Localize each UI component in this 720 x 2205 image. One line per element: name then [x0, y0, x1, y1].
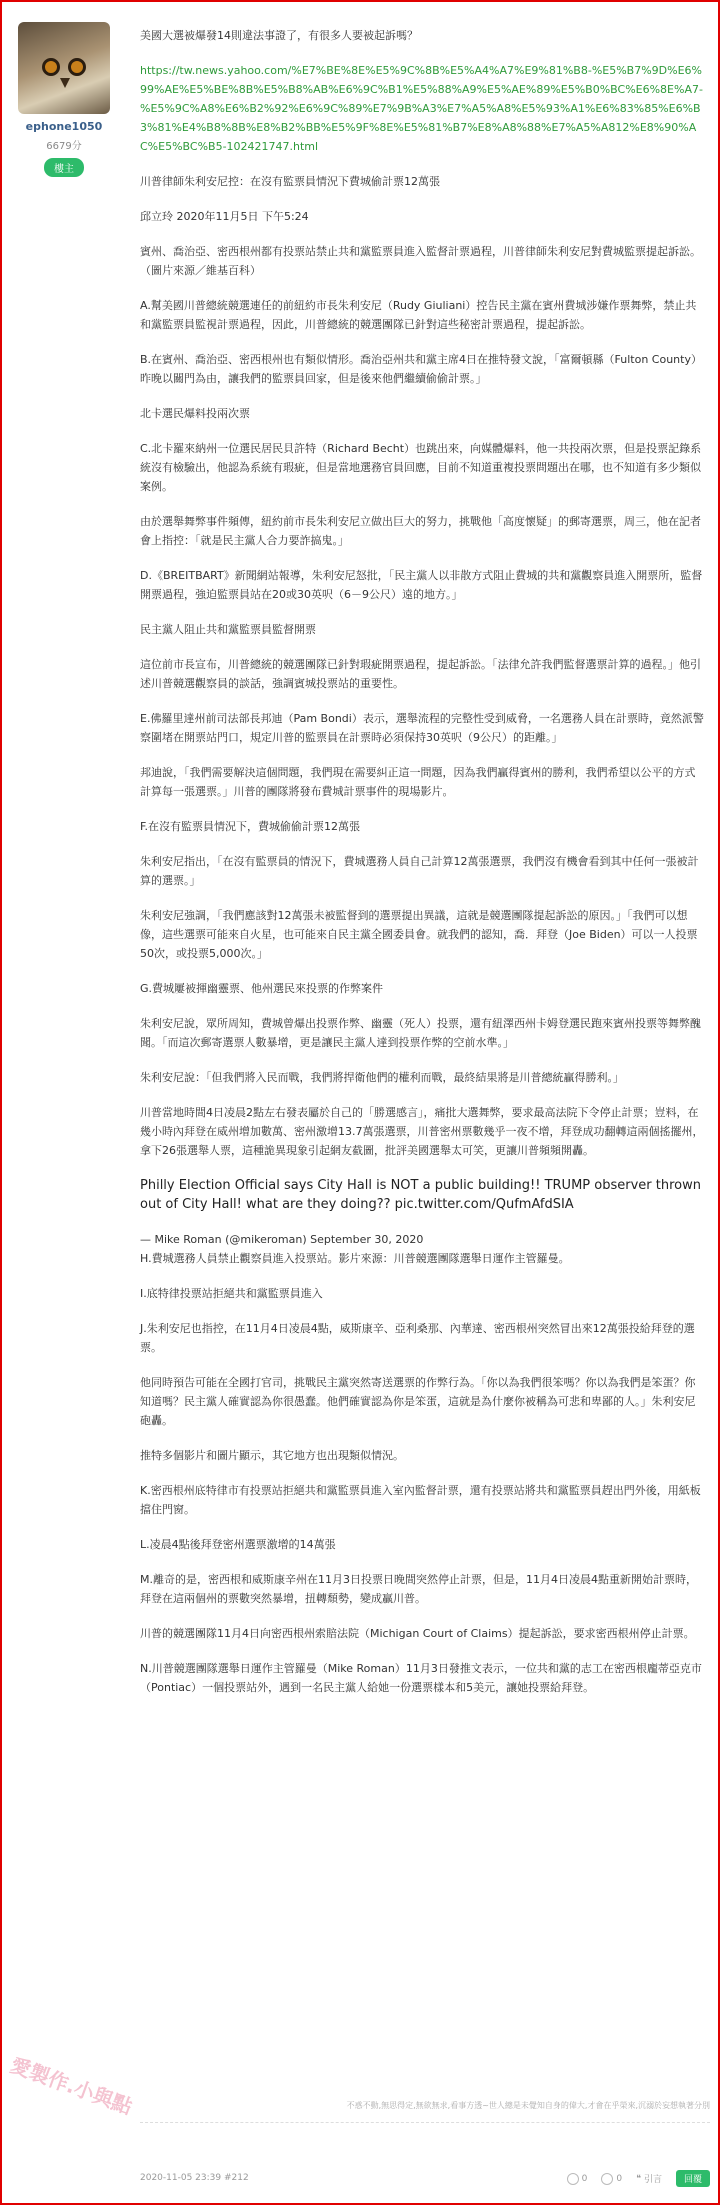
paragraph: E.佛羅里達州前司法部長邦迪（Pam Bondi）表示，選舉流程的完整性受到威脅，一名選務人員在計票時，竟然派警察圍堵在開票站門口，規定川普的監票員在計票時必須保持30英呎（9公尺）的距離。」: [140, 712, 704, 744]
paragraph: 邦迪說，「我們需要解決這個問題，我們現在需要糾正這一問題，因為我們贏得賓州的勝利，我們希望以公平的方式計算每一張選票。」川普的團隊將發布費城計票事件的現場影片。: [140, 766, 696, 798]
paragraph: 川普的競選團隊11月4日向密西根州索賠法院（Michigan Court of Claims）提起訴訟，要求密西根州停止計票。: [140, 1627, 695, 1640]
paragraph: M.離奇的是，密西根和威斯康辛州在11月3日投票日晚間突然停止計票，但是，11月4日凌晨4點重新開始計票時，拜登在這兩個州的票數突然暴增，扭轉頹勢，變成贏川普。: [140, 1573, 697, 1605]
user-points: 6679分: [46, 141, 82, 152]
paragraph: 賓州、喬治亞、密西根州都有投票站禁止共和黨監票員進入監督計票過程，川普律師朱利安尼對費城監票提起訴訟。（圖片來源／維基百科）: [140, 245, 701, 277]
post-date: 2020-11-05 23:39 #212: [140, 2173, 249, 2183]
paragraph: 他同時預告可能在全國打官司，挑戰民主黨突然寄送選票的作弊行為。「你以為我們很笨嗎？你以為我們是笨蛋？你知道嗎？民主黨人確實認為你很愚蠢。他們確實認為你是笨蛋，這就是為什麼你被稱為可悲和卑鄙的人。」朱利安尼砲轟。: [140, 1376, 696, 1427]
owl-eye-right: [68, 58, 86, 76]
reply-label: 回覆: [683, 2175, 702, 2185]
post-footer: [140, 2170, 710, 2190]
quote-icon: ❝: [636, 2173, 641, 2184]
paragraph: D.《BREITBART》新聞網站報導，朱利安尼怒批，「民主黨人以非散方式阻止費城的共和黨觀察員進入開票所，監督開票過程，強迫監票員站在20或30英呎（6－9公尺）遠的地方。」: [140, 569, 703, 601]
thumbs-down-icon: [601, 2173, 613, 2185]
paragraph: F.在沒有監票員情況下，費城偷偷計票12萬張: [140, 820, 361, 833]
paragraph: J.朱利安尼也指控，在11月4日凌晨4點，威斯康辛、亞利桑那、內華達、密西根州突然冒出來12萬張投給拜登的選票。: [140, 1322, 695, 1354]
paragraph: I.底特律投票站拒絕共和黨監票員進入: [140, 1287, 323, 1300]
paragraph: 川普律師朱利安尼控：在沒有監票員情況下費城偷計票12萬張: [140, 175, 440, 188]
dislike-button[interactable]: [601, 2173, 622, 2185]
op-badge: 樓主: [44, 158, 84, 177]
reply-button[interactable]: [676, 2170, 710, 2187]
paragraph: C.北卡羅來納州一位選民居民貝許特（Richard Becht）也跳出來，向媒體爆料，他一共投兩次票，但是投票記錄系統沒有檢驗出，他認為系統有瑕疵，但是當地選務官員回應，目前不知道重複投票問題出在哪，也不知道有多少類似案例。: [140, 442, 702, 493]
avatar[interactable]: [18, 22, 110, 114]
signature: 不惑不動,無思得定,無欲無求,看事方透~世人總是未覺知自身的偉大,才會在乎榮來,沉溺於妄想執著分別: [346, 2101, 710, 2110]
paragraph: A.幫美國川普總統競選連任的前紐約市長朱利安尼（Rudy Giuliani）控告民主黨在賓州費城涉嫌作票舞弊，禁止共和黨監票員監視計票過程，因此，川普總統的競選團隊已針對這些秘密計票過程，提起訴訟。: [140, 299, 697, 331]
paragraph: G.費城屢被揮幽靈票、他州選民來投票的作弊案件: [140, 982, 384, 995]
divider: [140, 2122, 710, 2123]
paragraph: B.在賓州、喬治亞、密西根州也有類似情形。喬治亞州共和黨主席4日在推特發文說，「富爾頓縣（Fulton County）昨晚以關門為由，讓我們的監票員回家，但是後來他們繼續偷偷計票。」: [140, 353, 702, 385]
like-count: 0: [581, 2173, 588, 2184]
paragraph: 朱利安尼指出，「在沒有監票員的情況下，費城選務人員自己計算12萬張選票，我們沒有機會看到其中任何一張被計算的選票。」: [140, 855, 699, 887]
watermark: 愛製作.小與點: [7, 2052, 136, 2120]
paragraph: 川普當地時間4日凌晨2點左右發表屬於自己的「勝選感言」，痛批大選舞弊，要求最高法院下令停止計票；豈料，在幾小時內拜登在威州增加數萬、密州激增13.7萬張選票，川普密州票數幾乎一夜不增，拜登成功翻轉這兩個搖擺州，拿下26張選舉人票，這種詭異現象引起網友截圖，批評美國選舉太可笑，更讓川普頻頻開轟。: [140, 1106, 704, 1157]
paragraph: H.費城選務人員禁止觀察員進入投票站。影片來源：川普競選團隊選舉日運作主管羅曼。: [140, 1252, 570, 1265]
owl-beak: [60, 78, 70, 88]
thumbs-up-icon: [567, 2173, 579, 2185]
quote-label: 引言: [643, 2175, 662, 2185]
paragraph: 朱利安尼強調，「我們應該對12萬張未被監督到的選票提出異議，這就是競選團隊提起訴訟的原因。」「我們可以想像，這些選票可能來自火星，也可能來自民主黨全國委員會。就我們的認知，喬．拜登（Joe Biden）可以一人投票50次，或投票5,000次。」: [140, 909, 698, 960]
paragraph: 朱利安尼說，眾所周知，費城曾爆出投票作弊、幽靈（死人）投票，還有紐澤西州卡姆登選民跑來賓州投票等舞弊醜聞。「而這次郵寄選票人數暴增，更是讓民主黨人達到投票作弊的空前水準。」: [140, 1017, 701, 1049]
paragraph: 推特多個影片和圖片顯示，其它地方也出現類似情況。: [140, 1449, 404, 1462]
paragraph: N.川普競選團隊選舉日運作主管羅曼（Mike Roman）11月3日發推文表示，一位共和黨的志工在密西根龐蒂亞克市（Pontiac）一個投票站外，遇到一名民主黨人給她一份選票樣本和5美元，讓她投票給拜登。: [140, 1662, 702, 1694]
paragraph: 邱立玲 2020年11月5日 下午5:24: [140, 210, 309, 223]
paragraph: L.凌晨4點後拜登密州選票激增的14萬張: [140, 1538, 336, 1551]
owl-eye-left: [42, 58, 60, 76]
post-question: 美國大選被爆發14則違法事證了，有很多人要被起訴嗎？: [140, 29, 418, 42]
paragraph: 北卡選民爆料投兩次票: [140, 407, 250, 420]
embedded-tweet-attribution: — Mike Roman (@mikeroman) September 30, 2020: [140, 1233, 424, 1246]
quote-button[interactable]: [636, 2172, 662, 2185]
user-sidebar: [16, 22, 112, 177]
like-button[interactable]: [567, 2173, 588, 2185]
paragraph: K.密西根州底特律市有投票站拒絕共和黨監票員進入室內監督計票，還有投票站將共和黨監票員趕出門外後，用紙板擋住門窗。: [140, 1484, 701, 1516]
paragraph: 朱利安尼說：「但我們將入民而戰，我們將捍衛他們的權利而戰，最終結果將是川普總統贏得勝利。」: [140, 1071, 624, 1084]
source-link[interactable]: https://tw.news.yahoo.com/%E7%BE%8E%E5%9C%8B%E5%A4%A7%E9%81%B8-%E5%B7%9D%E6%99%AE%E5%BE%8B%E5%B8%AB%E6%9C%B1%E5%88%A9%E5%AE%89%E5%B0%BC%E6%8E%A7-%E5%9C%A8%E6%B2%92%E6%9C%89%E7%9B%A3%E7%A5%A8%E5%93%A1%E6%83%85%E6%B3%81%E4%B8%8B%E8%B2%BB%E5%9F%8E%E5%81%B7%E8%A8%88%E7%A5%A812%E8%90%AC%E5%BC%B5-102421747.html: [140, 64, 703, 153]
paragraph: 這位前市長宣布，川普總統的競選團隊已針對瑕疵開票過程，提起訴訟。「法律允許我們監督選票計算的過程。」他引述川普競選觀察員的談話，強調賓城投票站的重要性。: [140, 658, 701, 690]
username[interactable]: ephone1050: [25, 120, 103, 133]
embedded-tweet-text: Philly Election Official says City Hall is NOT a public building!! TRUMP observer thrown out of City Hall! what are they doing?? pic.twitter.com/QufmAfdSIA: [140, 1178, 701, 1212]
post-body: [140, 26, 705, 1713]
dislike-count: 0: [616, 2173, 623, 2184]
post-actions: [567, 2170, 710, 2187]
paragraph: 民主黨人阻止共和黨監票員監督開票: [140, 623, 316, 636]
paragraph: 由於選舉舞弊事件頻傳，紐約前市長朱利安尼立做出巨大的努力，挑戰他「高度懷疑」的郵寄選票，周三，他在記者會上指控：「就是民主黨人合力要詐搞鬼。」: [140, 515, 701, 547]
